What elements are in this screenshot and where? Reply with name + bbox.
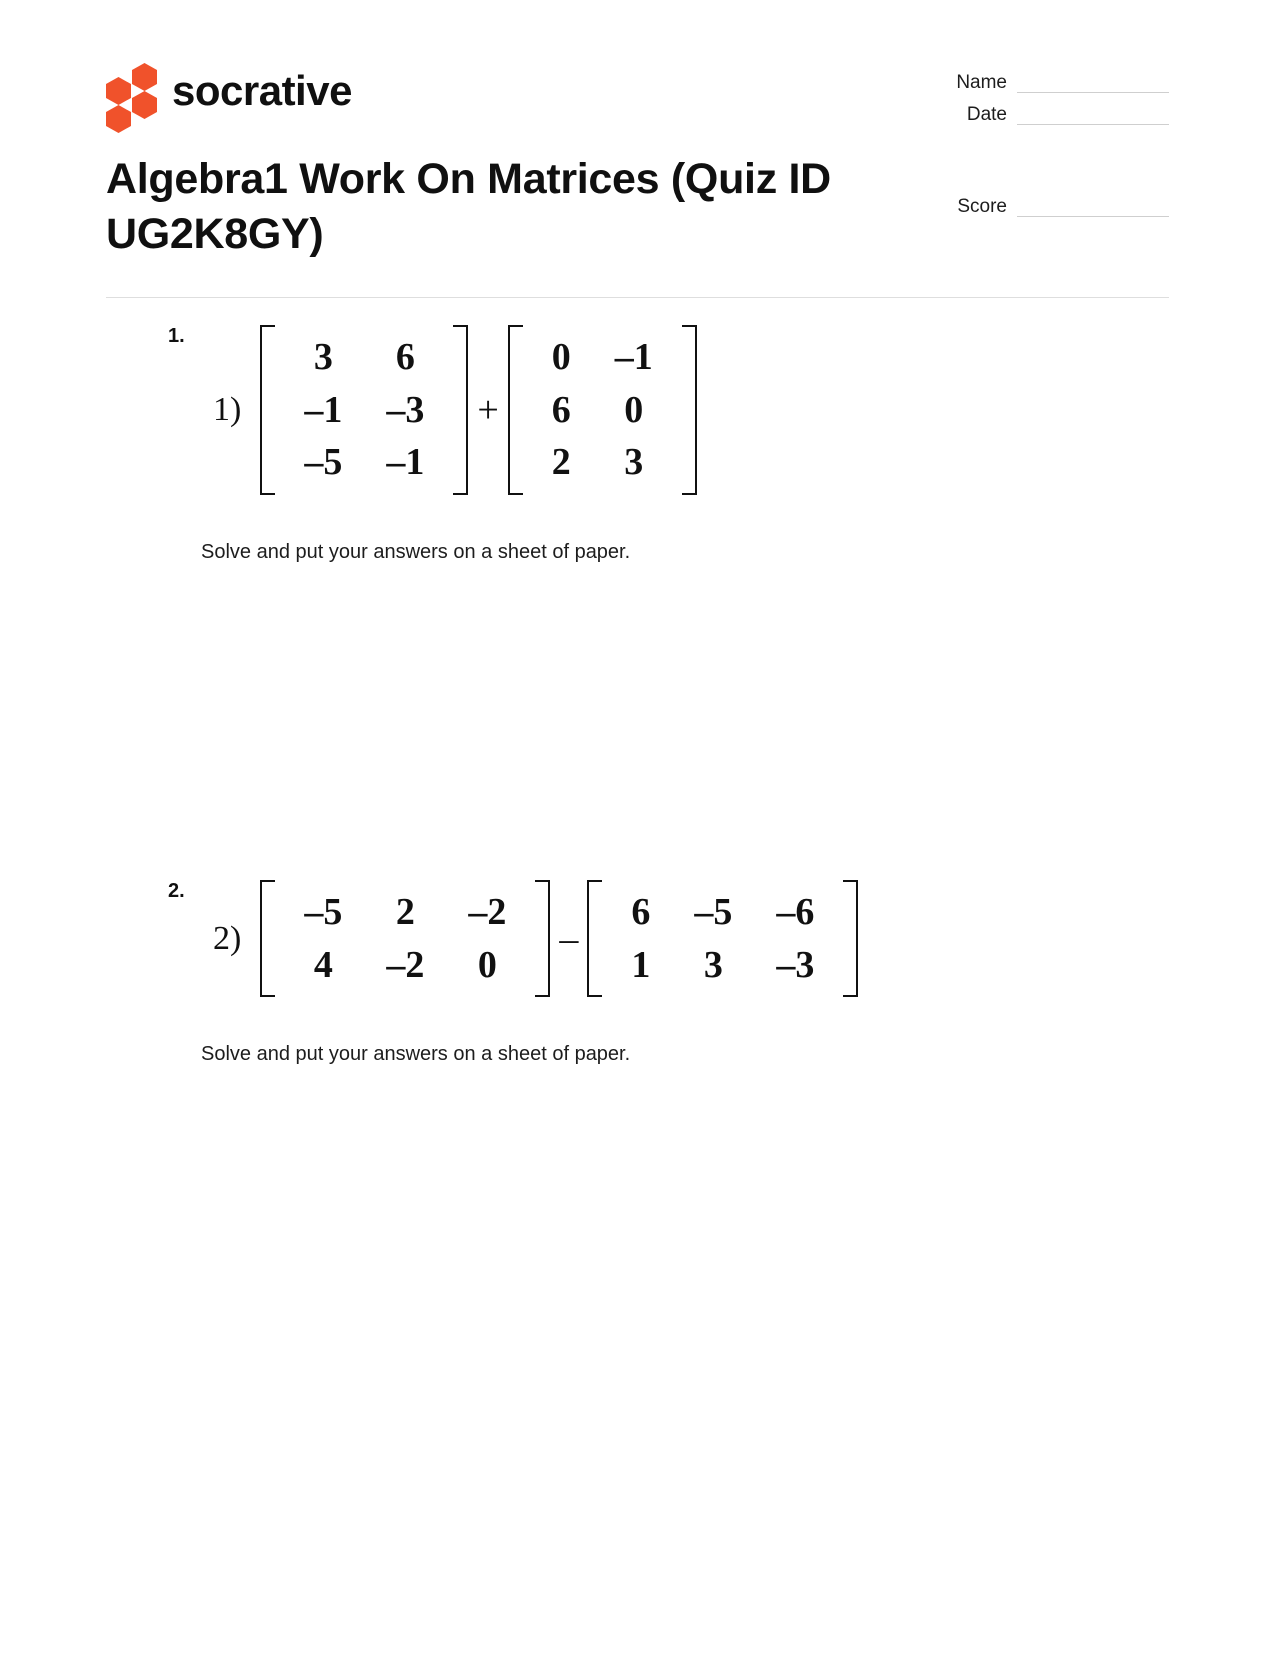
matrix-row (530, 384, 675, 437)
matrix-cell: 4 (313, 943, 333, 986)
brand-wordmark: socrative (172, 67, 352, 114)
matrix-row (282, 886, 528, 939)
matrix-cell: 6 (631, 891, 651, 933)
matrix-cell: 0 (551, 336, 571, 378)
matrix-cell: –5 (694, 891, 733, 933)
matrix-row (282, 436, 446, 489)
student-meta-fields (929, 73, 1169, 137)
name-field-row (929, 73, 1169, 93)
question-2-expr-label: 2) (213, 919, 242, 957)
matrix-cell: 3 (624, 441, 644, 484)
matrix-cell: –1 (614, 336, 653, 378)
matrix-cell: 2 (551, 441, 571, 484)
question-1-matrix-b (508, 325, 697, 495)
date-label: Date (966, 104, 1007, 125)
matrix-cell: 6 (395, 336, 415, 378)
matrix-cell: –1 (386, 441, 425, 484)
score-input-line[interactable] (1017, 198, 1169, 217)
matrix-row (282, 331, 446, 384)
matrix-cell: 1 (631, 943, 651, 986)
matrix-grid (282, 886, 528, 991)
matrix-grid (282, 331, 446, 489)
page-title: Algebra1 Work On Matrices (Quiz ID UG2K8GY) (106, 155, 831, 259)
matrix-row (609, 939, 836, 992)
question-2 (106, 880, 1169, 1066)
matrix-cell: 6 (551, 388, 571, 431)
matrix-cell: –3 (386, 388, 425, 431)
socrative-hexagon-logo-icon (106, 63, 158, 119)
date-input-line[interactable] (1017, 106, 1169, 125)
matrix-row (282, 939, 528, 992)
matrix-row (609, 886, 836, 939)
question-1 (106, 325, 1169, 564)
question-1-matrix-a (260, 325, 468, 495)
question-1-expression (201, 325, 1169, 495)
name-input-line[interactable] (1017, 74, 1169, 93)
matrix-row (530, 436, 675, 489)
matrix-cell: –5 (304, 891, 343, 933)
matrix-cell: –1 (304, 388, 343, 431)
matrix-cell: –2 (468, 891, 507, 933)
matrix-cell: –3 (776, 943, 815, 986)
question-1-instruction: Solve and put your answers on a sheet of paper. (201, 540, 631, 563)
question-2-number: 2. (168, 880, 185, 902)
question-2-matrix-b (587, 880, 858, 997)
question-2-operator: – (559, 917, 579, 960)
page-header (106, 55, 1169, 140)
score-label: Score (957, 196, 1007, 217)
hexagon-icon (106, 105, 131, 133)
matrix-cell: 0 (477, 943, 497, 986)
score-field-row (929, 197, 1169, 217)
hexagon-icon (106, 77, 131, 105)
matrix-grid (609, 886, 836, 991)
matrix-row (530, 331, 675, 384)
hexagon-icon (132, 63, 157, 91)
header-divider (106, 297, 1169, 298)
matrix-cell: 2 (395, 891, 415, 933)
question-2-matrix-a (260, 880, 550, 997)
question-1-operator: + (477, 388, 499, 431)
matrix-row (282, 384, 446, 437)
matrix-grid (530, 331, 675, 489)
matrix-cell: –2 (386, 943, 425, 986)
matrix-cell: 3 (313, 336, 333, 378)
socrative-logo (106, 63, 352, 119)
question-2-body (201, 880, 1169, 997)
name-label: Name (956, 72, 1007, 93)
date-field-row (929, 105, 1169, 125)
question-2-expression (201, 880, 1169, 997)
matrix-cell: –5 (304, 441, 343, 484)
question-1-expr-label: 1) (213, 390, 242, 428)
hexagon-icon (132, 91, 157, 119)
matrix-cell: 0 (624, 388, 644, 431)
question-1-number: 1. (168, 325, 185, 347)
question-1-body (201, 325, 1169, 495)
matrix-cell: –6 (776, 891, 815, 933)
question-2-instruction: Solve and put your answers on a sheet of paper. (201, 1043, 631, 1066)
score-field-block (929, 197, 1169, 229)
matrix-cell: 3 (703, 943, 723, 986)
